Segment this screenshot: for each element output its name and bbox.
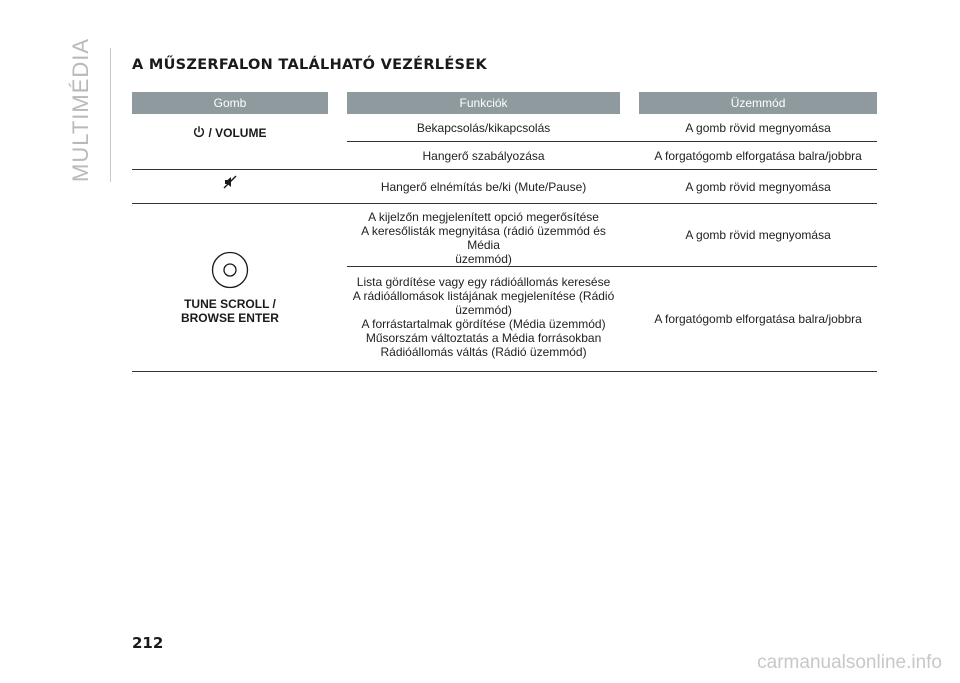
controls-table	[132, 92, 877, 372]
function-text: Lista gördítése vagy egy rádióállomás keresése A rádióállomások listájának megjelenítése (Rádió üzemmód) A forrástartalmak gördítése (Média üzemmód) Műsorszám változtatás a Média forrásokban Rádióállomás váltás (Rádió üzemmód)	[347, 267, 620, 372]
section-side-label: MULTIMÉDIA	[68, 37, 93, 182]
mode-text: A forgatógomb elforgatása balra/jobbra	[639, 267, 877, 372]
function-text: Bekapcsolás/kikapcsolás	[347, 114, 620, 142]
mode-text: A gomb rövid megnyomása	[639, 204, 877, 267]
button-cell	[132, 170, 328, 204]
function-text: Hangerő szabályozása	[347, 142, 620, 170]
side-divider	[110, 48, 111, 182]
watermark: carmanualsonline.info	[757, 652, 942, 673]
header-uzemmod: Üzemmód	[639, 92, 877, 114]
mute-icon	[223, 175, 237, 189]
page-number: 212	[132, 634, 164, 652]
volume-button-label: / VOLUME	[208, 126, 267, 140]
button-cell	[132, 114, 328, 170]
table-row	[132, 204, 877, 267]
table-header-row	[132, 92, 877, 114]
mode-text: A forgatógomb elforgatása balra/jobbra	[639, 142, 877, 170]
power-volume-label	[193, 126, 266, 140]
power-icon	[193, 126, 205, 138]
mode-text: A gomb rövid megnyomása	[639, 114, 877, 142]
table-row	[132, 114, 877, 142]
header-gomb: Gomb	[132, 92, 328, 114]
knob-icon	[211, 251, 249, 289]
function-text: A kijelzőn megjelenített opció megerősítése A keresőlisták megnyitása (rádió üzemmód és Média üzemmód)	[347, 204, 620, 267]
button-cell	[132, 204, 328, 372]
browse-enter-label: BROWSE ENTER	[180, 310, 279, 325]
table-row	[132, 170, 877, 204]
page-title: A MŰSZERFALON TALÁLHATÓ VEZÉRLÉSEK	[132, 57, 488, 73]
tune-scroll-label: TUNE SCROLL /	[184, 296, 276, 311]
header-funkciok: Funkciók	[347, 92, 620, 114]
mode-text: A gomb rövid megnyomása	[639, 170, 877, 204]
function-text: Hangerő elnémítás be/ki (Mute/Pause)	[347, 170, 620, 204]
